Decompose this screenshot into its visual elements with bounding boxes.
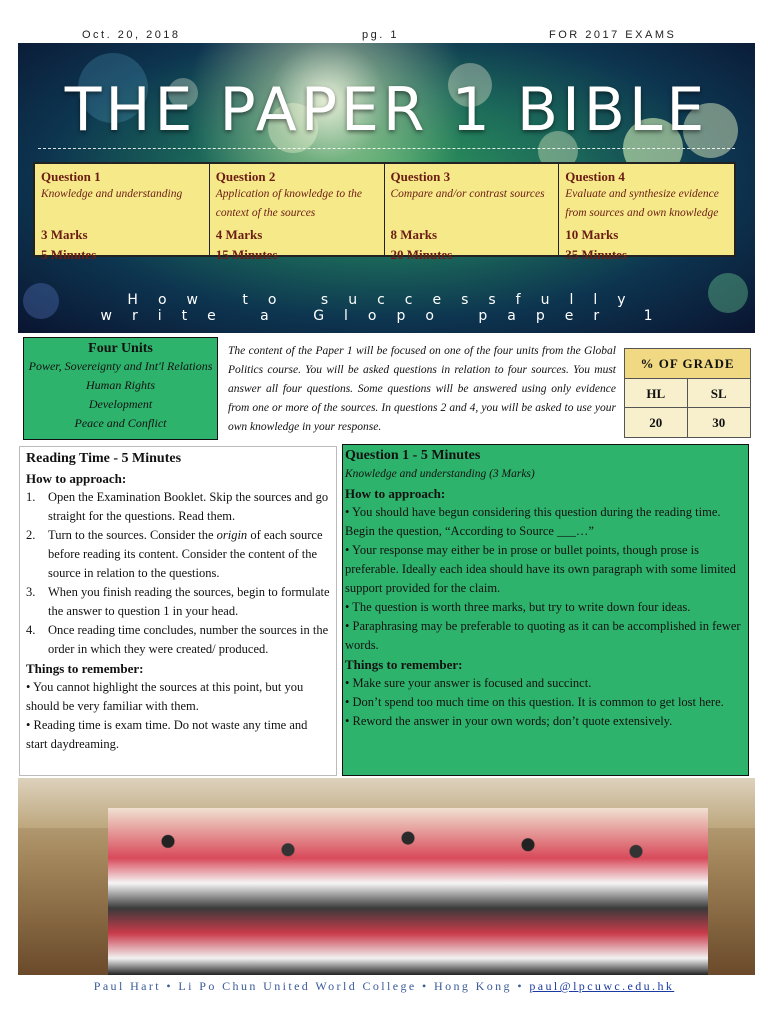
page-number: pg. 1 xyxy=(362,29,399,41)
list-item: • Reword the answer in your own words; don’t quote extensively. xyxy=(345,714,673,728)
footer-email-link[interactable]: paul@lpcuwc.edu.hk xyxy=(529,979,675,993)
unit-item: Development xyxy=(88,397,153,411)
grade-header-row xyxy=(625,379,750,408)
footer-credit: Paul Hart • Li Po Chun United World College • Hong Kong • xyxy=(93,979,530,993)
list-item: • You cannot highlight the sources at this point, but you should be very familiar with them. xyxy=(26,680,304,713)
grade-header-hl: HL xyxy=(625,379,688,408)
grade-table-title: % OF GRADE xyxy=(625,349,750,379)
unit-item: Power, Sovereignty and Int'l Relations xyxy=(28,359,213,373)
list-item: • Paraphrasing may be preferable to quoting as it can be accomplished in fewer words. xyxy=(345,619,741,652)
question-overview-cell xyxy=(35,164,210,262)
title-banner xyxy=(18,43,755,333)
question-marks: 8 Marks xyxy=(390,227,438,242)
main-title: THE PAPER 1 BIBLE xyxy=(64,75,709,145)
question-overview-cell xyxy=(559,164,734,262)
question-description: Evaluate and synthesize evidence from sources and own knowledge xyxy=(565,188,719,219)
question-title: Question 2 xyxy=(215,169,276,184)
q1-remember-heading: Things to remember: xyxy=(345,657,463,672)
q1-title: Question 1 - 5 Minutes xyxy=(345,448,481,463)
question-time: 15 Minutes xyxy=(215,247,278,262)
issue-date: Oct. 20, 2018 xyxy=(82,29,181,41)
question-marks: 4 Marks xyxy=(215,227,263,242)
units-title: Four Units xyxy=(88,341,153,356)
grade-value-hl: 20 xyxy=(625,408,688,437)
list-item: • Don’t spend too much time on this question. It is common to get lost here. xyxy=(345,695,724,709)
list-item: • Your response may either be in prose or bullet points, though prose is preferable. Ideally each idea should have its own paragraph with some limited support provided for the claim. xyxy=(345,543,736,595)
question-description: Knowledge and understanding xyxy=(41,188,183,200)
list-item: 4. Once reading time concludes, number the sources in the order in which they were created/ produced. xyxy=(26,623,329,656)
question-marks: 3 Marks xyxy=(41,227,88,242)
question-time: 35 Minutes xyxy=(565,247,627,262)
list-item: 1. Open the Examination Booklet. Skip the sources and go straight for the questions. Read them. xyxy=(26,490,329,523)
question-description: Compare and/or contrast sources xyxy=(390,188,545,200)
question-title: Question 1 xyxy=(41,169,101,184)
question-overview-cell xyxy=(210,164,385,262)
intro-paragraph: The content of the Paper 1 will be focused on one of the four units from the Global Politics course. You will be asked questions in relation to four sources. You must answer all four questions. Some questions will be answered using only evidence from one or more of the sources. In questions 2 and 4, you will be asked to use your own knowledge in your response. xyxy=(228,345,616,433)
banner-subtitle: write a Glopo paper 1 xyxy=(100,308,673,324)
list-item: 2. Turn to the sources. Consider the origin of each source before reading its content. Consider the content of the source in relation to the questions. xyxy=(26,528,323,580)
grade-weight-table xyxy=(624,348,751,438)
photo-crowd xyxy=(108,808,708,975)
q1-approach-heading: How to approach: xyxy=(345,486,446,501)
unit-item: Human Rights xyxy=(86,378,155,392)
question-overview-table xyxy=(33,162,736,262)
question-marks: 10 Marks xyxy=(565,227,619,242)
question-title: Question 4 xyxy=(565,169,625,184)
reading-remember-heading: Things to remember: xyxy=(26,661,144,676)
reading-time-section xyxy=(19,446,337,776)
question-description: Application of knowledge to the context of the sources xyxy=(215,188,363,219)
graduation-group-photo xyxy=(18,778,755,975)
title-divider xyxy=(38,148,735,149)
banner-subtitle: How to successfully xyxy=(127,292,646,308)
q1-subtitle: Knowledge and understanding (3 Marks) xyxy=(345,468,535,480)
grade-value-sl: 30 xyxy=(712,415,726,430)
reading-approach-heading: How to approach: xyxy=(26,471,127,486)
list-item: • The question is worth three marks, but try to write down four ideas. xyxy=(345,600,691,614)
reading-title: Reading Time - 5 Minutes xyxy=(26,451,182,466)
list-item: • Reading time is exam time. Do not waste any time and start daydreaming. xyxy=(26,718,308,751)
list-item: • Make sure your answer is focused and succinct. xyxy=(345,676,592,690)
top-header-line xyxy=(0,29,768,43)
question-1-section xyxy=(342,444,749,776)
question-time: 20 Minutes xyxy=(390,247,453,262)
reading-steps-list xyxy=(26,488,330,659)
list-item: 3. When you finish reading the sources, begin to formulate the answer to question 1 in your head. xyxy=(26,585,330,618)
unit-item: Peace and Conflict xyxy=(74,416,167,430)
grade-header-sl: SL xyxy=(710,386,727,401)
question-title: Question 3 xyxy=(390,169,451,184)
question-time: 5 Minutes xyxy=(41,247,97,262)
question-overview-cell xyxy=(385,164,560,262)
list-item: • You should have begun considering this question during the reading time. Begin the question, “According to Source ___…” xyxy=(345,505,721,538)
exam-year: FOR 2017 EXAMS xyxy=(549,29,677,41)
grade-value-row xyxy=(625,408,750,437)
page-footer xyxy=(0,979,768,994)
four-units-box xyxy=(23,337,218,440)
